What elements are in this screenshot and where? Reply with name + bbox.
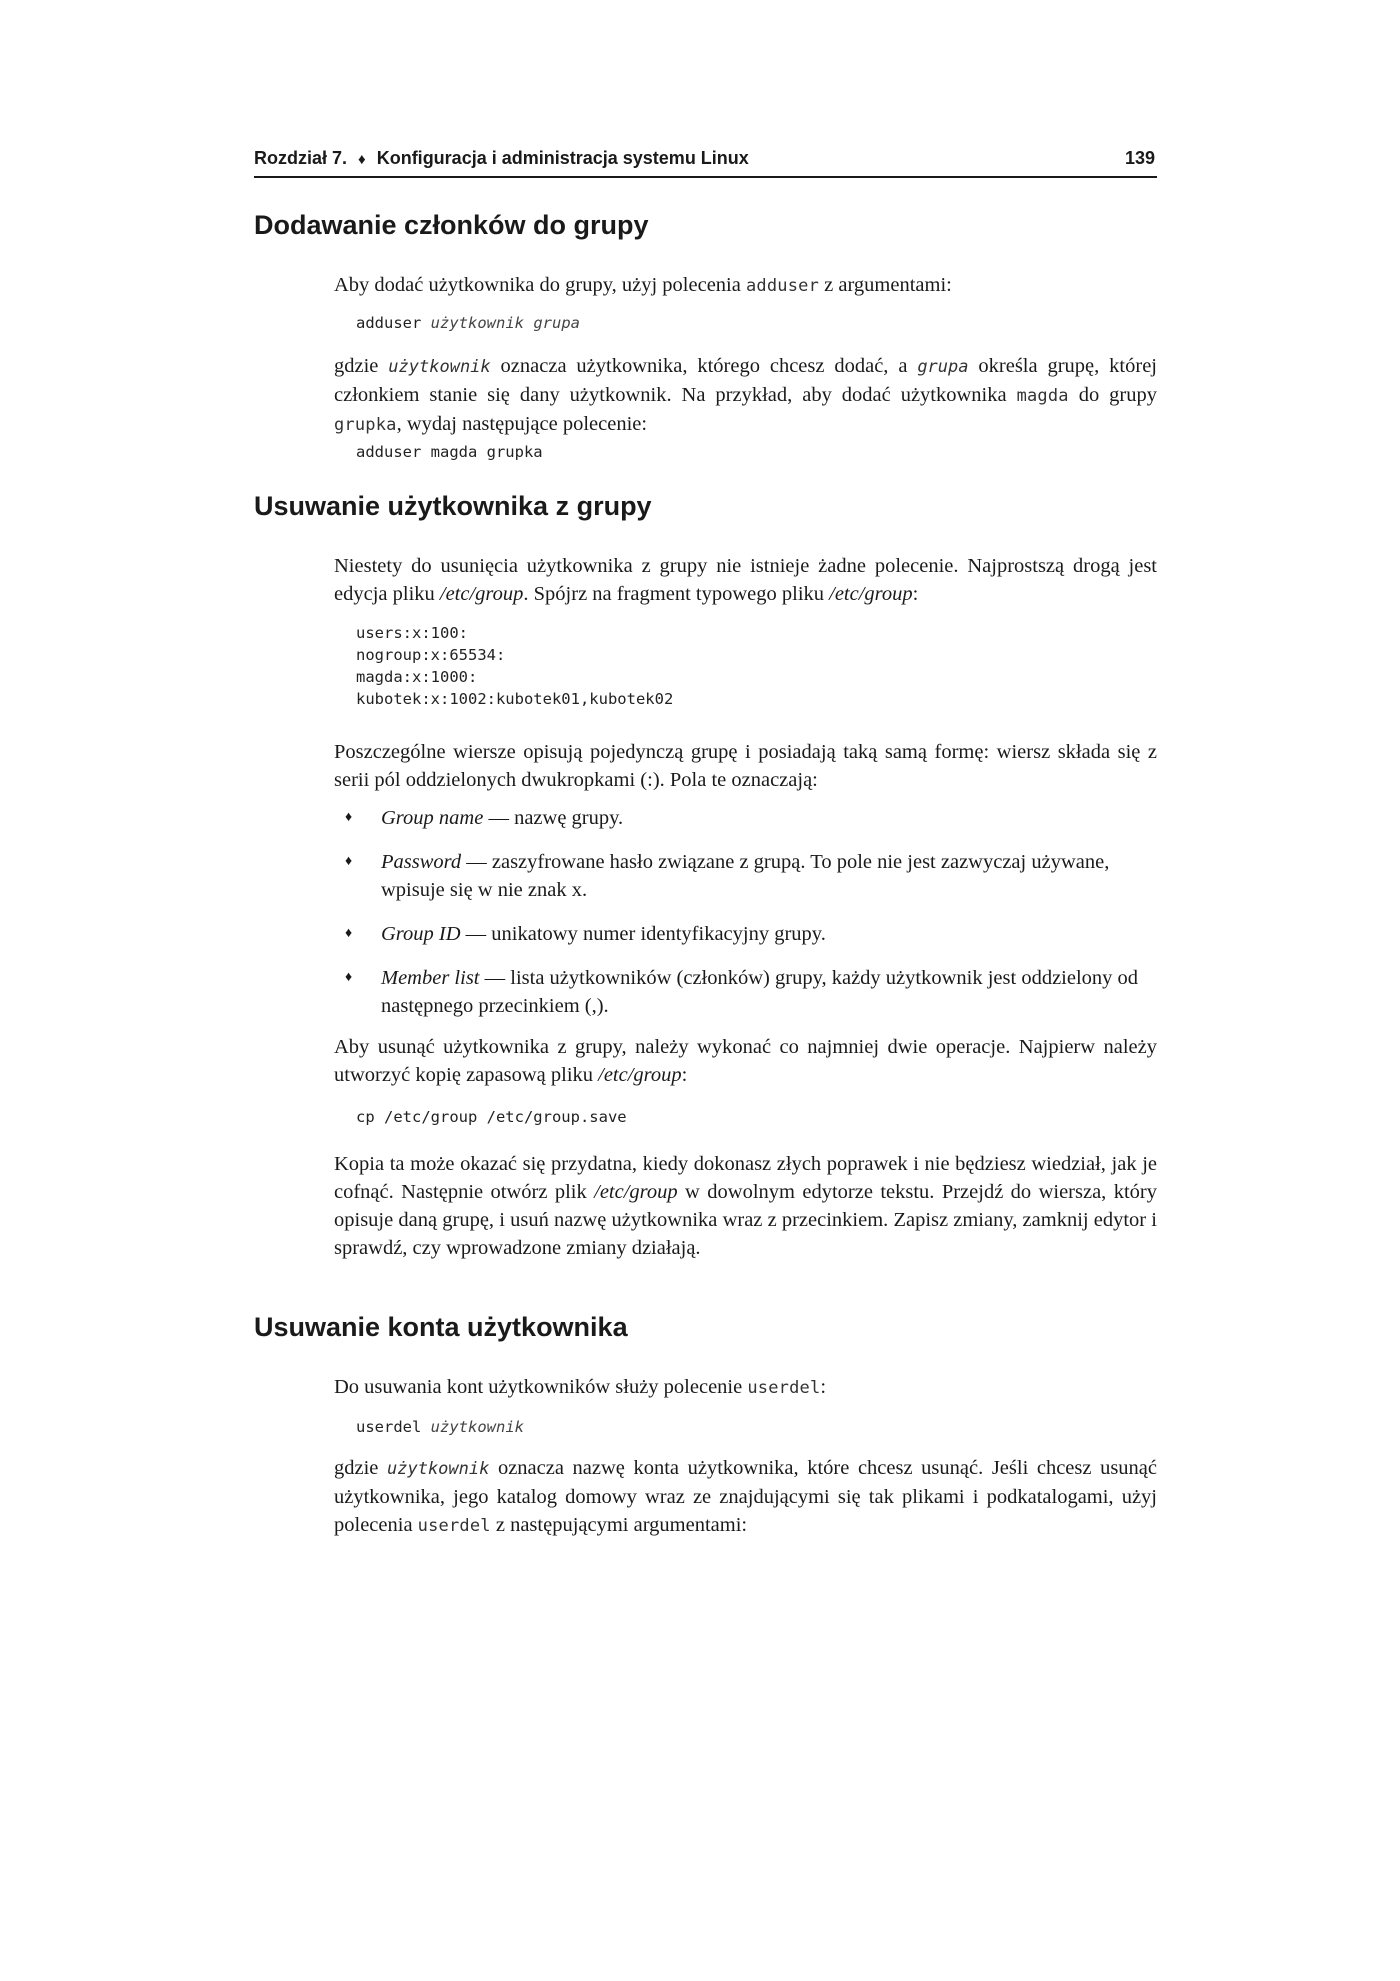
code-line: users:x:100: <box>356 624 468 642</box>
list-term: Group name <box>381 807 484 829</box>
list-item <box>334 920 1157 948</box>
text-run: w dowolnym edytorze tekstu. Przejdź do wiersza, który opisuje daną grupę, i usuń nazwę użytkownika wraz z przecinkiem. Zapisz zmiany, zamknij edytor i sprawdź, czy wprowadzone zmiany działają. <box>334 1181 1157 1259</box>
text-run: z następującymi argumentami: <box>490 1514 748 1536</box>
inline-argument: użytkownik <box>388 357 491 377</box>
text-run: Do usuwania kont użytkowników służy polecenie <box>334 1376 748 1398</box>
inline-argument: użytkownik <box>387 1459 490 1479</box>
code-command: adduser <box>356 314 422 332</box>
inline-path: /etc/group <box>439 583 524 605</box>
field-list <box>334 804 1157 1036</box>
text-run: do grupy <box>1068 384 1158 406</box>
diamond-bullet-icon: ♦ <box>345 970 353 985</box>
text-run: : <box>820 1376 827 1398</box>
inline-command: userdel <box>417 1516 491 1536</box>
code-arguments: użytkownik grupa <box>430 314 580 332</box>
code-line: kubotek:x:1002:kubotek01,kubotek02 <box>356 690 674 708</box>
diamond-icon: ♦ <box>358 151 366 168</box>
inline-groupname: grupka <box>334 415 397 435</box>
inline-command: adduser <box>745 276 820 296</box>
text-run: Aby dodać użytkownika do grupy, użyj polecenia <box>334 274 746 296</box>
paragraph-edit-instructions <box>334 1150 1157 1262</box>
inline-command: userdel <box>747 1378 821 1398</box>
diamond-bullet-icon: ♦ <box>345 926 353 941</box>
text-run: oznacza użytkownika, którego chcesz dodać, a <box>490 355 918 377</box>
text-run: Aby usunąć użytkownika z grupy, należy wykonać co najmniej dwie operacje. Najpierw należy utworzyć kopię zapasową pliku <box>334 1036 1157 1086</box>
text-run: : <box>912 583 919 605</box>
inline-path: /etc/group <box>594 1181 678 1203</box>
text-run: Niestety do usunięcia użytkownika z grupy nie istnieje żadne polecenie. Najprostszą drogą jest edycja pliku <box>334 555 1157 605</box>
chapter-label: Rozdział 7. <box>254 148 348 168</box>
running-header <box>254 146 1157 178</box>
text-run: : <box>681 1064 688 1086</box>
paragraph-remove-intro <box>334 552 1157 608</box>
diamond-bullet-icon: ♦ <box>345 854 353 869</box>
list-text: — zaszyfrowane hasło związane z grupą. To pole nie jest zazwyczaj używane, wpisuje się w nie znak x. <box>381 851 1110 901</box>
page-number: 139 <box>1124 148 1155 168</box>
paragraph-adduser-intro <box>334 271 1157 300</box>
code-adduser-syntax <box>356 312 580 334</box>
list-item <box>334 848 1157 904</box>
list-item <box>334 964 1157 1020</box>
code-backup-command: cp /etc/group /etc/group.save <box>356 1108 627 1126</box>
list-term: Member list <box>381 967 480 989</box>
list-term: Password <box>381 851 462 873</box>
code-arguments: użytkownik <box>430 1418 524 1436</box>
inline-username: magda <box>1016 386 1069 406</box>
list-text: — lista użytkowników (członków) grupy, każdy użytkownik jest oddzielony od następnego przecinkiem (,). <box>381 967 1139 1017</box>
section-heading-delete-account: Usuwanie konta użytkownika <box>254 1312 628 1342</box>
inline-path: /etc/group <box>598 1064 682 1086</box>
code-command: userdel <box>356 1418 422 1436</box>
paragraph-adduser-explanation <box>334 352 1157 439</box>
list-text: — nazwę grupy. <box>483 807 624 829</box>
text-run: z argumentami: <box>819 274 952 296</box>
paragraph-userdel-intro <box>334 1373 1157 1402</box>
text-run: Kopia ta może okazać się przydatna, kiedy dokonasz złych poprawek i nie będziesz wiedział, jak je cofnąć. Następnie otwórz plik <box>334 1153 1157 1203</box>
code-userdel-syntax <box>356 1416 524 1438</box>
chapter-title: Konfiguracja i administracja systemu Linux <box>376 148 749 168</box>
code-group-file-sample <box>356 622 673 710</box>
list-text: — unikatowy numer identyfikacyjny grupy. <box>460 923 826 945</box>
code-adduser-example: adduser magda grupka <box>356 443 543 461</box>
text-run: gdzie <box>334 355 389 377</box>
section-heading-remove-from-group: Usuwanie użytkownika z grupy <box>254 491 652 521</box>
text-run: określa grupę, której członkiem stanie się dany użytkownik. Na przykład, aby dodać użytkownika <box>334 355 1157 406</box>
list-term: Group ID <box>381 923 461 945</box>
text-run: . Spójrz na fragment typowego pliku <box>523 583 830 605</box>
text-run: oznacza nazwę konta użytkownika, które chcesz usunąć. Jeśli chcesz usunąć użytkownika, jego katalog domowy wraz ze znajdującymi się tak plikami i podkatalogami, użyj polecenia <box>334 1457 1157 1536</box>
inline-path: /etc/group <box>829 583 913 605</box>
list-item <box>334 804 1157 832</box>
diamond-bullet-icon: ♦ <box>345 810 353 825</box>
text-run: , wydaj następujące polecenie: <box>396 413 648 435</box>
code-line: magda:x:1000: <box>356 668 478 686</box>
header-title <box>254 148 749 169</box>
paragraph-group-format: Poszczególne wiersze opisują pojedynczą grupę i posiadają taką samą formę: wiersz składa się z serii pól oddzielonych dwukropkami (:). Pola te oznaczają: <box>334 741 1157 791</box>
paragraph-backup-intro <box>334 1033 1157 1089</box>
text-run: gdzie <box>334 1457 387 1479</box>
inline-argument: grupa <box>917 357 969 377</box>
code-line: nogroup:x:65534: <box>356 646 506 664</box>
section-heading-add-members: Dodawanie członków do grupy <box>254 210 649 240</box>
paragraph-userdel-explanation <box>334 1454 1157 1540</box>
